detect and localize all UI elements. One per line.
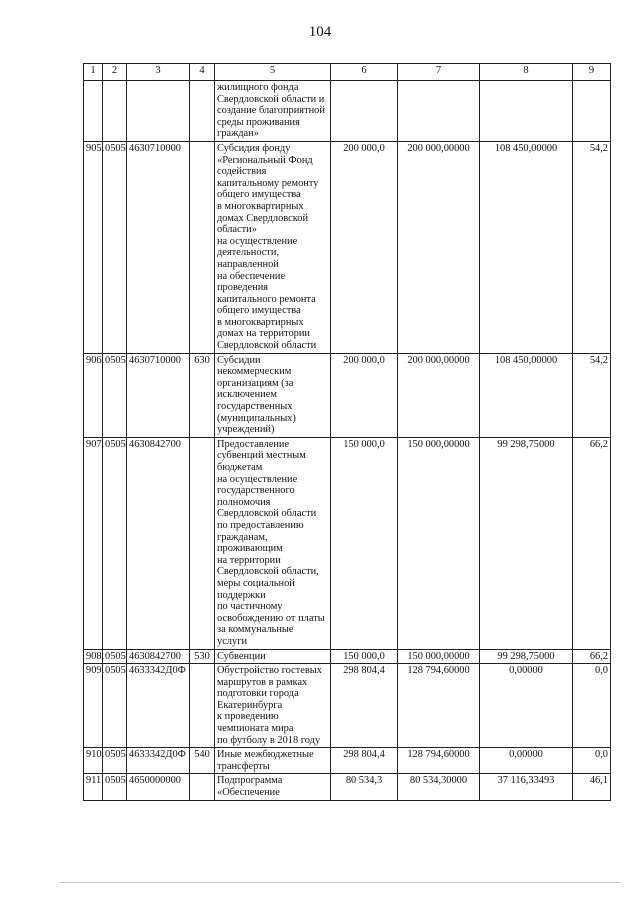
item-name-line: Обустройство гостевых (217, 665, 322, 677)
item-name-line: Свердловской области (217, 508, 317, 520)
execution-percent: 54,2 (573, 141, 611, 353)
adjusted-amount: 128 794,60000 (398, 664, 480, 748)
column-header-4: 4 (190, 64, 215, 81)
table-row (84, 649, 611, 664)
item-name-line: полномочия (217, 496, 271, 508)
target-article-code: 4630842700 (127, 649, 190, 664)
item-name-line: некоммерческим (217, 366, 292, 378)
adjusted-amount: 200 000,00000 (398, 141, 480, 353)
item-name-line: создание благоприятной (217, 105, 325, 117)
item-name-line: чемпионата мира (217, 723, 294, 735)
item-name-line: по футболу в 2018 году (217, 734, 321, 746)
item-name-line: домах Свердловской (217, 212, 309, 224)
item-name-line: общего имущества (217, 189, 301, 201)
adjusted-amount: 200 000,00000 (398, 353, 480, 437)
table-row (84, 748, 611, 774)
adjusted-amount: 80 534,30000 (398, 774, 480, 800)
section-code: 0505 (103, 649, 127, 664)
column-header-9: 9 (573, 64, 611, 81)
adjusted-amount: 150 000,00000 (398, 649, 480, 664)
item-name-line: на осуществление (217, 235, 298, 247)
item-name (215, 141, 331, 353)
item-name-line: «Обеспечение (217, 787, 280, 799)
expense-type-code (190, 774, 215, 800)
item-name-line: на обеспечение (217, 270, 286, 282)
item-name-line: Свердловской области, (217, 566, 319, 578)
item-name-line: жилищного фонда (217, 82, 299, 93)
target-article-code: 4633342Д0Ф (127, 748, 190, 774)
item-name-line: Екатеринбурга (217, 699, 283, 711)
column-header-7: 7 (398, 64, 480, 81)
item-name-line: субвенций местным (217, 450, 306, 462)
expense-type-code: 630 (190, 353, 215, 437)
executed-amount: 0,00000 (480, 664, 573, 748)
execution-percent: 66,2 (573, 437, 611, 649)
expense-type-code (190, 437, 215, 649)
item-name (215, 353, 331, 437)
item-name-line: освобождению от платы (217, 612, 325, 624)
item-name-line: учреждений) (217, 424, 275, 436)
page-bottom-rule (60, 882, 620, 883)
approved-amount: 80 534,3 (331, 774, 398, 800)
item-name-line: капитального ремонта (217, 293, 316, 305)
approved-amount: 298 804,4 (331, 748, 398, 774)
executed-amount: 37 116,33493 (480, 774, 573, 800)
expense-type-code (190, 141, 215, 353)
item-name-line: по предоставлению (217, 519, 304, 531)
item-name-line: гражданам, (217, 531, 268, 543)
table-row (84, 81, 611, 142)
item-name-line: деятельности, (217, 247, 280, 259)
execution-percent: 54,2 (573, 353, 611, 437)
expense-type-code: 530 (190, 649, 215, 664)
item-name-line: государственного (217, 485, 295, 497)
item-name-line: услуги (217, 635, 248, 647)
execution-percent: 46,1 (573, 774, 611, 800)
column-header-5: 5 (215, 64, 331, 81)
item-name-line: подготовки города (217, 688, 299, 700)
target-article-code: 4650000000 (127, 774, 190, 800)
target-article-code: 4630710000 (127, 353, 190, 437)
row-number: 907. (84, 437, 103, 649)
column-header-1: 1 (84, 64, 103, 81)
table-body (84, 81, 611, 801)
item-name-line: содействия (217, 166, 267, 178)
executed-amount: 108 450,00000 (480, 141, 573, 353)
execution-percent: 0,0 (573, 748, 611, 774)
item-name-line: трансферты (217, 760, 270, 772)
expense-type-code (190, 664, 215, 748)
column-header-6: 6 (331, 64, 398, 81)
item-name (215, 774, 331, 800)
target-article-code: 4630710000 (127, 141, 190, 353)
item-name-line: Подпрограмма (217, 775, 283, 787)
item-name-line: направленной (217, 258, 279, 270)
table-row (84, 353, 611, 437)
header-row (84, 64, 611, 81)
item-name-line: организациям (за (217, 377, 294, 389)
approved-amount: 150 000,0 (331, 649, 398, 664)
section-code (103, 81, 127, 142)
item-name-line: за коммунальные (217, 624, 294, 636)
execution-percent: 0,0 (573, 664, 611, 748)
row-number: 911. (84, 774, 103, 800)
row-number: 906. (84, 353, 103, 437)
item-name (215, 81, 331, 142)
row-number: 908. (84, 649, 103, 664)
adjusted-amount (398, 81, 480, 142)
item-name-line: бюджетам (217, 462, 263, 473)
expense-type-code: 540 (190, 748, 215, 774)
executed-amount: 108 450,00000 (480, 353, 573, 437)
approved-amount (331, 81, 398, 142)
item-name-line: домах на территории (217, 328, 310, 340)
adjusted-amount: 150 000,00000 (398, 437, 480, 649)
item-name-line: в многоквартирных (217, 200, 304, 212)
row-number (84, 81, 103, 142)
item-name-line: (муниципальных) (217, 412, 296, 424)
item-name (215, 437, 331, 649)
table-row (84, 437, 611, 649)
item-name-line: Субвенции (217, 650, 266, 662)
item-name (215, 748, 331, 774)
item-name-line: «Региональный Фонд (217, 154, 313, 166)
section-code: 0505 (103, 353, 127, 437)
table-header (84, 64, 611, 81)
section-code: 0505 (103, 141, 127, 353)
section-code: 0505 (103, 748, 127, 774)
item-name (215, 664, 331, 748)
item-name-line: Субсидия фонду (217, 142, 291, 154)
row-number: 905. (84, 141, 103, 353)
item-name-line: проведения (217, 282, 269, 294)
budget-table (83, 63, 611, 801)
executed-amount: 99 298,75000 (480, 437, 573, 649)
target-article-code (127, 81, 190, 142)
item-name-line: к проведению (217, 711, 279, 723)
table-row (84, 664, 611, 748)
item-name-line: Субсидии (217, 354, 261, 366)
executed-amount: 0,00000 (480, 748, 573, 774)
column-header-3: 3 (127, 64, 190, 81)
item-name-line: государственных (217, 401, 293, 413)
table-row (84, 774, 611, 800)
section-code: 0505 (103, 664, 127, 748)
approved-amount: 200 000,0 (331, 141, 398, 353)
item-name-line: Свердловской области и (217, 93, 325, 105)
item-name-line: исключением (217, 389, 277, 401)
approved-amount: 298 804,4 (331, 664, 398, 748)
execution-percent: 66,2 (573, 649, 611, 664)
section-code: 0505 (103, 437, 127, 649)
column-header-8: 8 (480, 64, 573, 81)
item-name-line: в многоквартирных (217, 316, 304, 328)
item-name-line: на территории (217, 554, 281, 566)
item-name-line: капитальному ремонту (217, 177, 319, 189)
row-number: 909. (84, 664, 103, 748)
item-name-line: Иные межбюджетные (217, 749, 314, 761)
page-number: 104 (308, 24, 332, 40)
item-name-line: меры социальной (217, 577, 295, 589)
section-code: 0505 (103, 774, 127, 800)
item-name-line: области» (217, 224, 257, 236)
item-name-line: общего имущества (217, 305, 301, 317)
item-name-line: Свердловской области (217, 340, 317, 352)
column-header-2: 2 (103, 64, 127, 81)
adjusted-amount: 128 794,60000 (398, 748, 480, 774)
execution-percent (573, 81, 611, 142)
item-name (215, 649, 331, 664)
expense-type-code (190, 81, 215, 142)
item-name-line: поддержки (217, 589, 266, 601)
executed-amount: 99 298,75000 (480, 649, 573, 664)
target-article-code: 4630842700 (127, 437, 190, 649)
item-name-line: среды проживания (217, 116, 300, 128)
item-name-line: Предоставление (217, 438, 290, 450)
item-name-line: граждан» (217, 128, 259, 140)
item-name-line: маршрутов в рамках (217, 676, 308, 688)
target-article-code: 4633342Д0Ф (127, 664, 190, 748)
item-name-line: по частичному (217, 601, 283, 613)
approved-amount: 150 000,0 (331, 437, 398, 649)
row-number: 910. (84, 748, 103, 774)
table-row (84, 141, 611, 353)
approved-amount: 200 000,0 (331, 353, 398, 437)
item-name-line: проживающим (217, 543, 283, 555)
executed-amount (480, 81, 573, 142)
item-name-line: на осуществление (217, 473, 298, 485)
